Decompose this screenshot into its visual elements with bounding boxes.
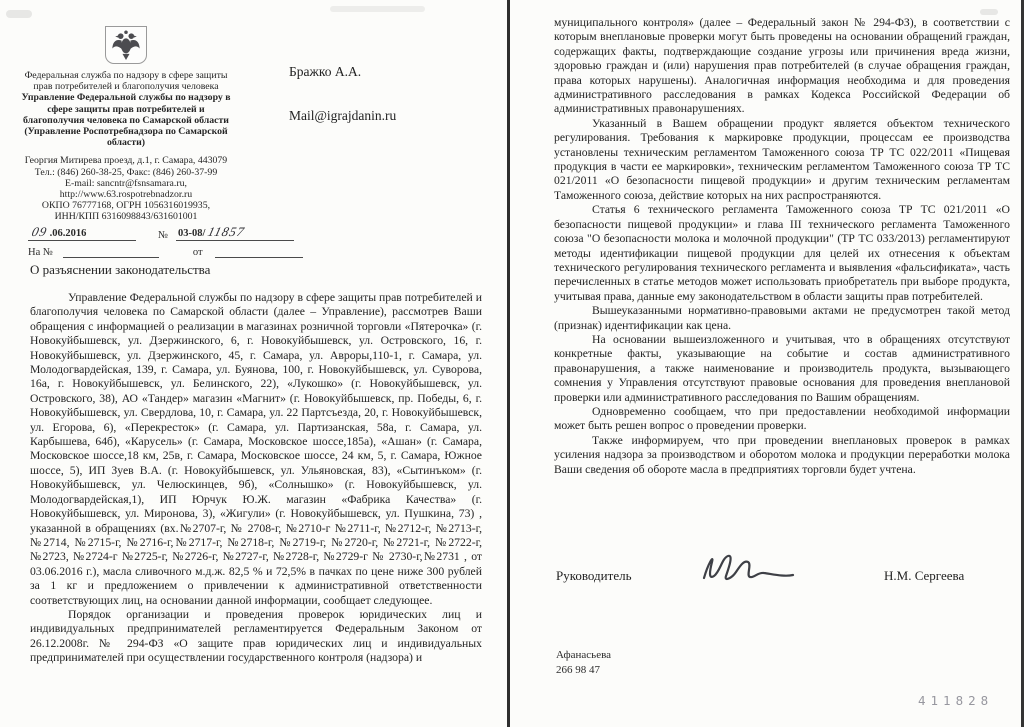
- letterhead-department: Управление Федеральной службы по надзору в сфере защиты прав потребителей и благополучия человека по Самарской области: [21, 92, 231, 126]
- outgoing-date: [28, 224, 136, 241]
- date-handwritten: 09: [30, 224, 49, 239]
- letterhead-address: Георгия Митирева проезд, д.1, г. Самара, 443079: [24, 155, 228, 167]
- ot-label: от: [192, 247, 203, 258]
- signature-scrawl: [698, 546, 798, 593]
- scan-smudge: [6, 10, 32, 18]
- scan-smudge: [980, 9, 998, 15]
- reply-to-row: [28, 246, 303, 258]
- number-handwritten: 11857: [206, 224, 247, 239]
- paragraph: муниципального контроля» (далее – Федеральный закон № 294-ФЗ), в соответствии с которым внеплановые проверки могут быть проведены на основании обращений граждан, содержащих факты, подтверждающие создание угрозы или причинения вреда жизни, здоровью граждан и (или) нарушения прав потребителей (в случае обращения граждан, права которых нарушены). Аналогичная информация необходима и для проведения административного расследования в рамках Кодекса Российской Федерации об административных правонарушениях.: [554, 16, 1010, 116]
- paragraph: Также информируем, что при проведении внеплановых проверок в рамках усиления надзора за производством и оборотом молока и продукции переработки молока Ваши сведения об обороте масла в предприятиях торговли будет учтена.: [554, 433, 1010, 476]
- outgoing-date-number-row: [28, 224, 294, 241]
- addressee-name: Бражко А.А.: [289, 64, 362, 79]
- signer-name: Н.М. Сергеева: [884, 568, 965, 583]
- paragraph: Вышеуказанными нормативно-правовыми актами не предусмотрен такой метод (признак) идентификации как цена.: [554, 304, 1010, 332]
- letterhead-phone: Тел.: (846) 260-38-25, Факс: (846) 260-37-99: [34, 166, 218, 178]
- letterhead-inn-kpp: ИНН/КПП 6316098843/631601001: [54, 211, 198, 223]
- ot-blank: [215, 246, 303, 258]
- page-gutter-line: [507, 0, 510, 727]
- russian-coat-of-arms-icon: [105, 26, 147, 64]
- addressee-email: Mail@igrajdanin.ru: [289, 108, 397, 123]
- letterhead-okpo-ogrn: ОКПО 76777168, ОГРН 1056316019935,: [41, 200, 211, 212]
- letterhead-email: E-mail: sancntr@fsnsamara.ru,: [65, 177, 187, 189]
- page-1-body: [30, 291, 482, 666]
- paragraph: Одновременно сообщаем, что при предоставлении необходимой информации может быть решен вопрос о проведении проверки.: [554, 404, 1010, 433]
- registration-stamp-number: 411828: [918, 693, 994, 708]
- na-no-blank: [63, 246, 159, 258]
- scan-smudge: [330, 6, 425, 12]
- executor-phone: 266 98 47: [556, 664, 600, 676]
- paragraph: Порядок организации и проведения проверок юридических лиц и индивидуальных предпринимателей регламентируется Федеральным Законом от 26.12.2008г. № 294-ФЗ «О защите прав юридических лиц и индивидуальных предпринимателей при осуществлении государственного контроля (надзора) и: [30, 607, 482, 665]
- date-printed: .06.2016: [49, 228, 87, 239]
- paragraph: На основании вышеизложенного и учитывая, что в обращениях отсутствуют конкретные факты, указывающие на событие и состав административного правонарушения, а также наименование и производитель продукта, вызывающего сомнения у Управления отсутствуют правовые основания для проведения внеплановой проверки или административного расследования по Вашим обращениям.: [554, 332, 1010, 404]
- paragraph: Указанный в Вашем обращении продукт является объектом технического регулирования. Требования к маркировке продукции, процессам ее производства установлены техническим регламентом Таможенного союза ТР ТС 022/2011 «Пищевая продукция в части ее маркировки», техническим регламентом Таможенного союза ТР ТС 021/2011 «О безопасности пищевой продукции» и другим техническим регламентам Таможенного союза, действие которых на них распространяются.: [554, 116, 1010, 202]
- number-sign: №: [158, 230, 169, 241]
- letterhead-department-short: (Управление Роспотребнадзора по Самарской области): [24, 126, 228, 149]
- executor-block: [556, 648, 611, 678]
- paragraph: Статья 6 технического регламента Таможенного союза ТР ТС 021/2011 «О безопасности пищевой продукции» и глава III технического регламента Таможенного союза "О безопасности молока и молочной продукции" (ТР ТС 033/2013) регламентируют методы идентификации пищевой продукции для целей их отнесения к объектам технического регулирования технического регламента и выявления «фальсификата», часть перечисленных в статье методов может использовать приобретатель при выборе продукта, учитывая права, данные ему законодательством в области защиты прав потребителей.: [554, 203, 1010, 303]
- subject-line: О разъяснении законодательства: [30, 262, 211, 277]
- na-no-label: На №: [28, 247, 53, 258]
- letterhead: [20, 26, 232, 223]
- executor-name: Афанасьева: [556, 649, 612, 661]
- signer-title: Руководитель: [556, 568, 632, 583]
- outgoing-number: [176, 224, 294, 241]
- number-printed: 03-08/: [178, 228, 206, 239]
- paragraph: Управление Федеральной службы по надзору в сфере защиты прав потребителей и благополучия человека по Самарской области (далее – Управление), рассмотрев Ваши обращения с информацией о реализации в магазинах розничной торговли «Пятерочка» (г. Новокуйбышевск, ул. Дзержинского, 6, г. Новокуйбышевск, ул. Островского, 16, г. Новокуйбышевск, ул. Дзержинского, 45, г. Самара, ул. Авроры,110-1, г. Самара, ул. Молодогвардейская, 139, г. Самара, ул. Буянова, 100, г. Новокуйбышевск, ул. Суворова, 16а, г. Новокуйбышевск, ул. Белинского, 22), «Лукошко» (г. Новокуйбышевск, ул. Островского, 38), АО «Тандер» магазин «Магнит» (г. Новокуйбышевск, пр. Победы, 6, г. Новокуйбышевск, ул. Свердлова, 10, г. Самара, ул. 22 Партсъезда, 20, г. Новокуйбышевск, ул. Егорова, 6), «Перекресток» (г. Самара, ул. Партизанская, 58а, г. Самара, ул. Карбышева, 64б), «Карусель» (г. Самара, Московское шоссе,185а), «Ашан» (г. Самара, Московское шоссе,18 км, 25в, г. Самара, Московское шоссе, 24 км, 5, г. Самара, Южное шоссе, 5), ИП Зуев В.А. (г. Новокуйбышевск, ул. Ульяновская, 83), «Сытинъком» (г. Новокуйбышевск, ул. Челюскинцев, 9б), «Солнышко» (г. Новокуйбышевск, ул. Молодогвардейская,1), ИП Юрчук Ю.Ж. магазин «Фабрика Качества» (г. Новокуйбышевск, ул. Миронова, 3), «Жигули» (г. Новокуйбышевск, ул. Пушкина, 73) , указанной в обращениях (вх.№2707-г, № 2708-г, №2710-г №2711-г, №2712-г, №2713-г, №2714, №2715-г, №2716-г,№2717-г, №2718-г, №2719-г, №2720-г, №2721-г, №2722-г, №2723, №2724-г №2725-г, №2726-г, №2727-г, №2728-г, №2729-г № 2730-г,№2731 , от 03.06.2016 г.), масла сливочного м.д.ж. 82,5 % и 72,5% в пачках по цене ниже 300 рублей за 1 кг и предложением о привлечении к административной ответственности соответствующих лиц, на основании данной информации, сообщает следующее.: [30, 291, 482, 607]
- letterhead-website: http://www.63.rospotrebnadzor.ru: [59, 189, 193, 201]
- letterhead-service: Федеральная служба по надзору в сфере защиты прав потребителей и благополучия человека: [24, 70, 228, 93]
- page-2-body: [554, 16, 1010, 477]
